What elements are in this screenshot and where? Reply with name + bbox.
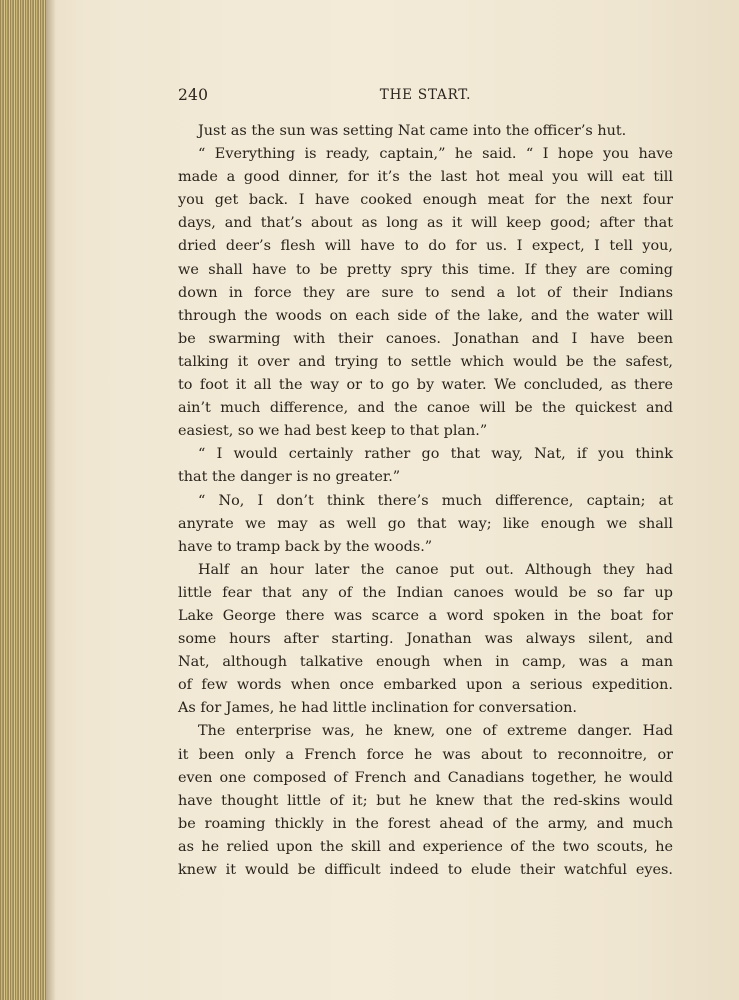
text-line: easiest, so we had best keep to that plan.”: [178, 423, 488, 440]
text-line: talking it over and trying to settle which would be the safest,: [178, 353, 673, 370]
text-line: little fear that any of the Indian canoes would be so far up: [178, 584, 673, 601]
text-line: that the danger is no greater.”: [178, 469, 401, 486]
text-line: down in force they are sure to send a lot of their Indians: [178, 284, 673, 301]
text-line: be roaming thickly in the forest ahead of the army, and much: [178, 815, 673, 832]
text-line: As for James, he had little inclination for conversation.: [178, 700, 577, 717]
text-line: even one composed of French and Canadians together, he would: [178, 769, 673, 786]
text-line: days, and that’s about as long as it will keep good; after that: [178, 215, 673, 232]
body-text: [178, 120, 673, 882]
text-line: dried deer’s flesh will have to do for us. I expect, I tell you,: [178, 238, 673, 255]
text-line: have thought little of it; but he knew that the red-skins would: [178, 792, 673, 809]
text-line: “ I would certainly rather go that way, Nat, if you think: [198, 446, 673, 463]
text-line: Lake George there was scarce a word spoken in the boat for: [178, 607, 673, 624]
text-line: you get back. I have cooked enough meat for the next four: [178, 192, 673, 209]
text-line: Half an hour later the canoe put out. Although they had: [198, 561, 673, 578]
text-line: it been only a French force he was about to reconnoitre, or: [178, 746, 673, 763]
text-line: through the woods on each side of the lake, and the water will: [178, 307, 673, 324]
text-line: be swarming with their canoes. Jonathan and I have been: [178, 330, 673, 347]
page-edges-binding: [0, 0, 46, 1000]
text-line: of few words when once embarked upon a serious expedition.: [178, 677, 673, 694]
page-header: [178, 86, 673, 110]
text-line: “ Everything is ready, captain,” he said. “ I hope you have: [198, 146, 673, 163]
text-line: knew it would be difficult indeed to elude their watchful eyes.: [178, 862, 673, 878]
text-line: we shall have to be pretty spry this time. If they are coming: [178, 261, 673, 278]
text-line: Just as the sun was setting Nat came into the officer’s hut.: [198, 123, 627, 139]
running-head: THE START.: [379, 87, 472, 103]
text-line: “ No, I don’t think there’s much difference, captain; at: [198, 492, 673, 509]
text-line: Nat, although talkative enough when in camp, was a man: [178, 654, 673, 671]
text-line: The enterprise was, he knew, one of extreme danger. Had: [198, 723, 673, 740]
text-line: anyrate we may as well go that way; like enough we shall: [178, 515, 673, 532]
text-line: some hours after starting. Jonathan was always silent, and: [178, 631, 673, 648]
text-line: ain’t much difference, and the canoe will be the quickest and: [178, 400, 673, 417]
text-line: have to tramp back by the woods.”: [178, 538, 433, 555]
text-line: to foot it all the way or to go by water. We concluded, as there: [178, 377, 673, 394]
text-line: as he relied upon the skill and experience of the two scouts, he: [178, 838, 673, 855]
page-number: 240: [178, 86, 209, 104]
text-line: made a good dinner, for it’s the last hot meal you will eat till: [178, 169, 673, 186]
